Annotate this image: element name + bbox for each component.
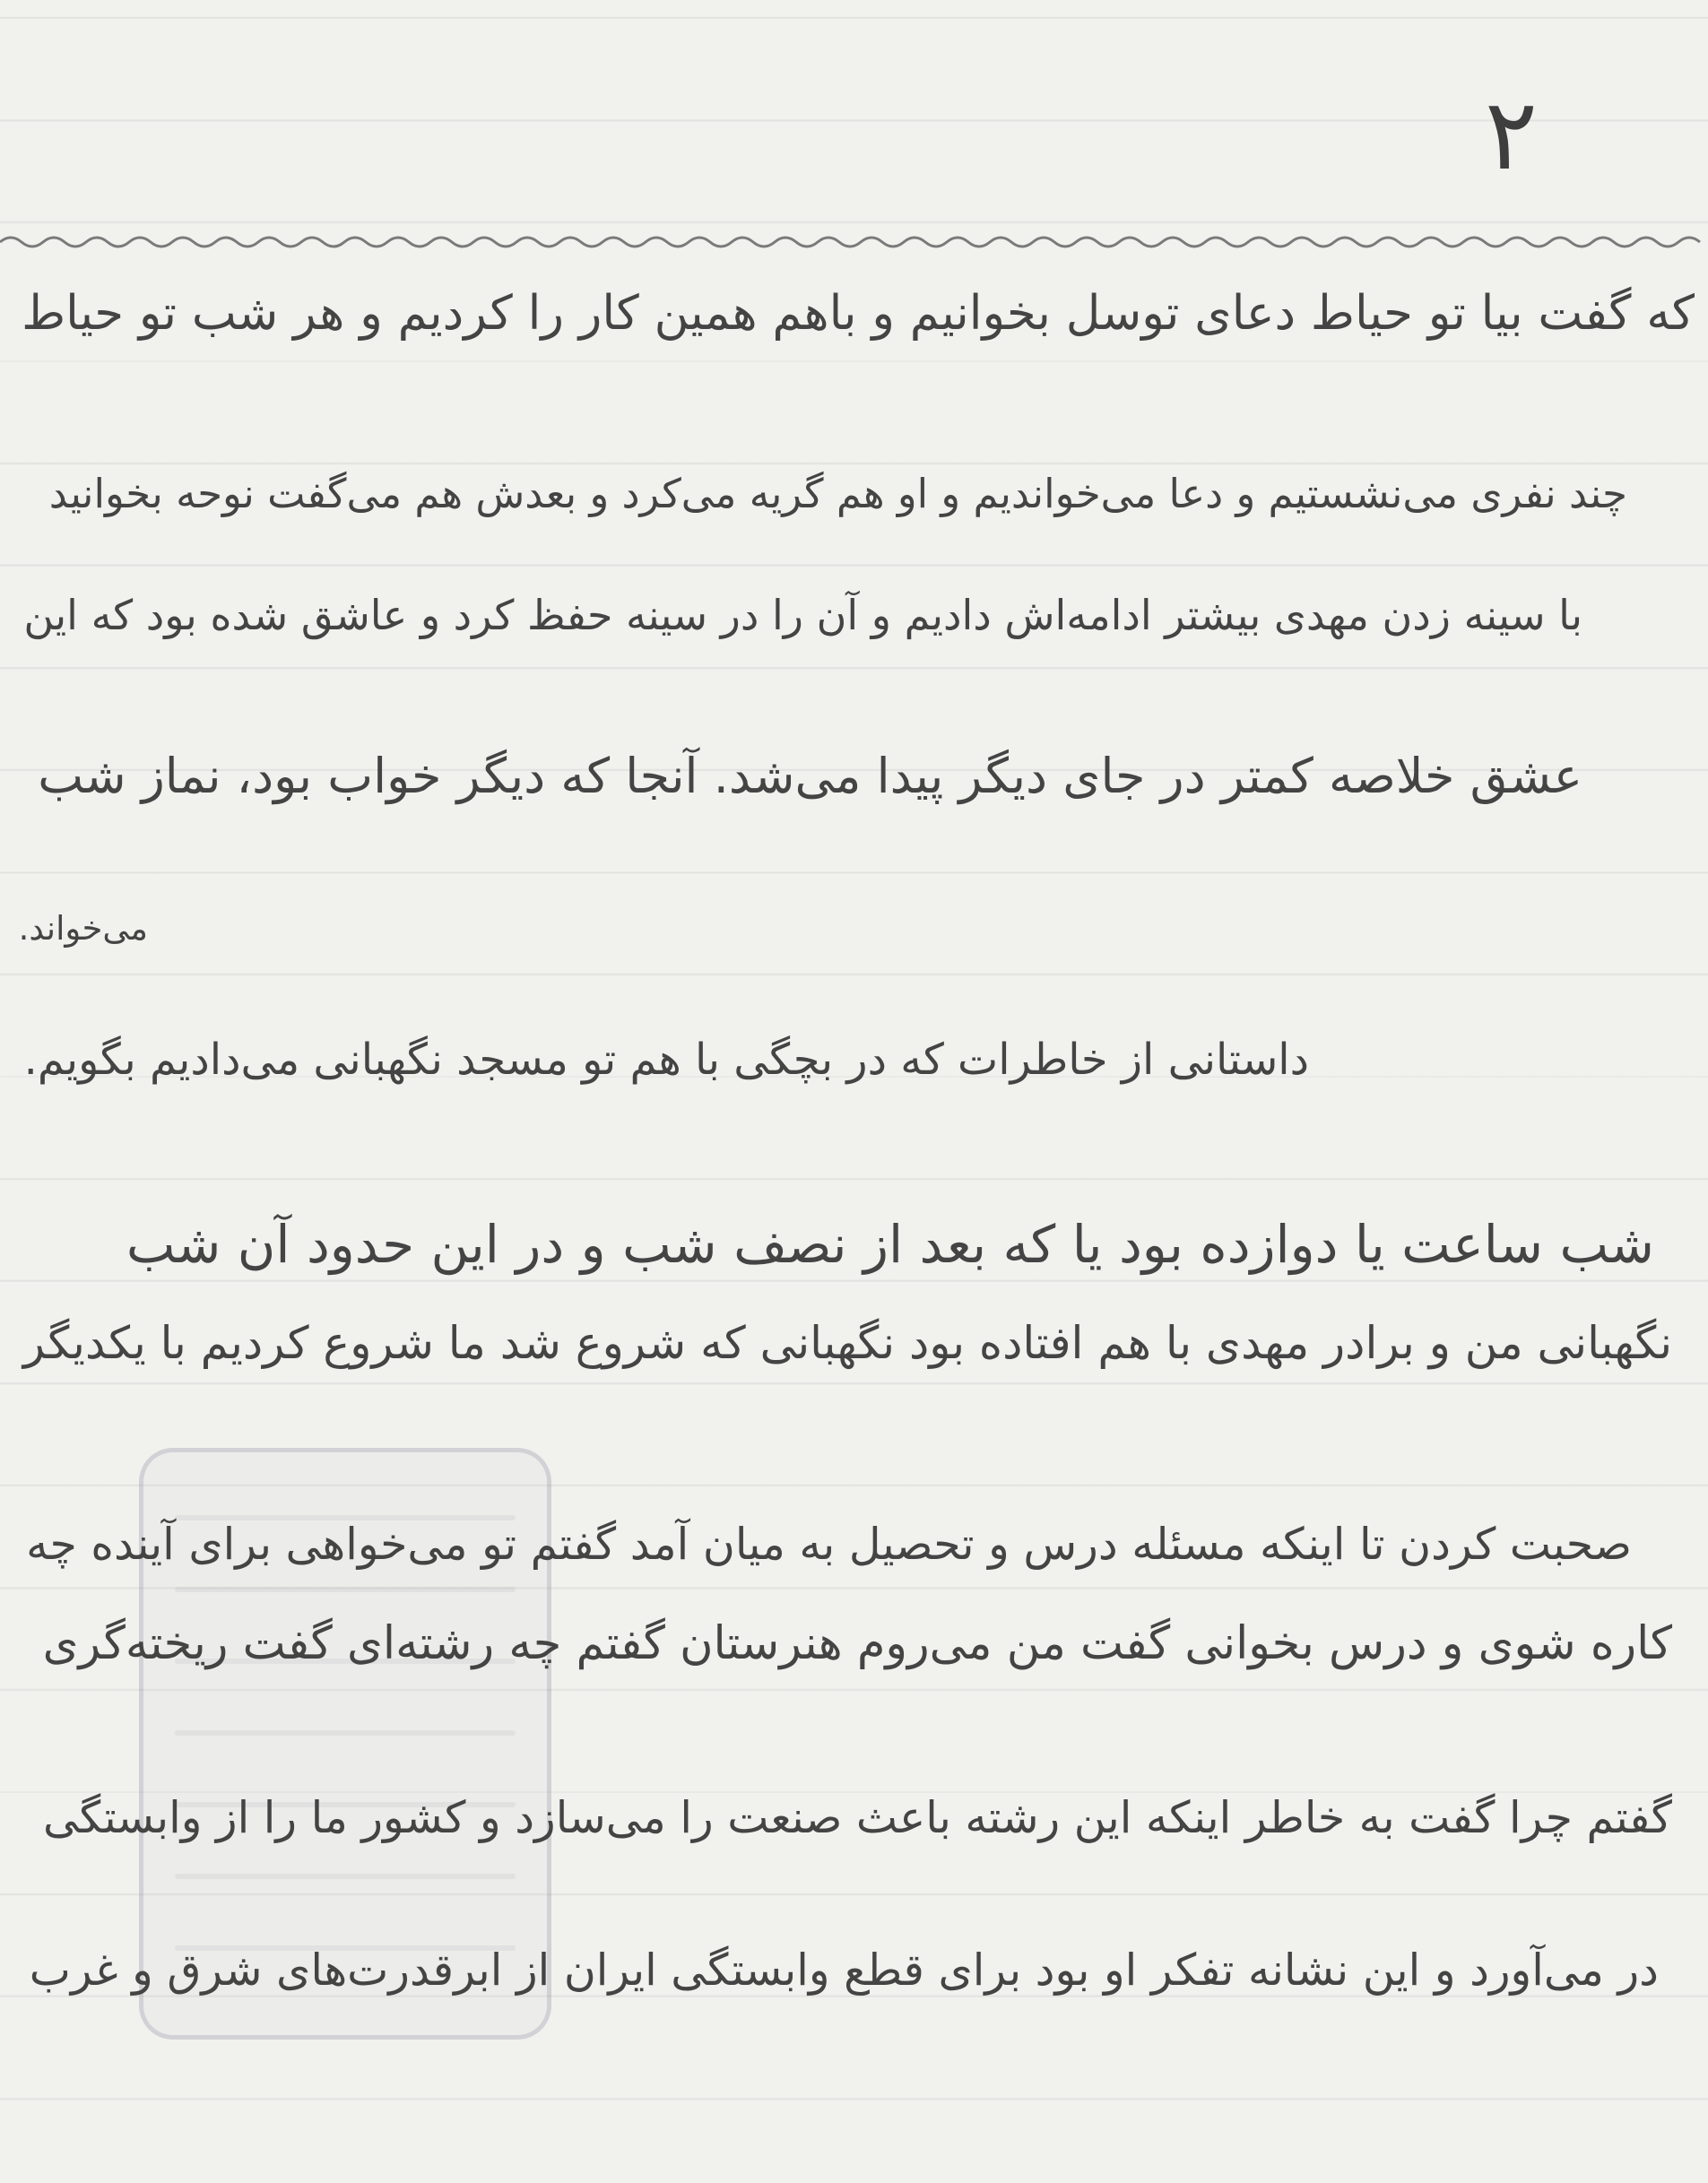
- handwritten-line: که گفت بیا تو حیاط دعای توسل بخوانیم و باهم همین کار را کردیم و هر شب تو حیاط: [22, 286, 1695, 341]
- torn-edge-divider: [0, 229, 1708, 256]
- handwritten-line: شب ساعت یا دوازده بود یا که بعد از نصف شب و در این حدود آن شب: [126, 1214, 1654, 1275]
- handwritten-line: صحبت کردن تا اینکه مسئله درس و تحصیل به میان آمد گفتم تو می‌خواهی برای آینده چه: [26, 1519, 1632, 1570]
- handwritten-line: داستانی از خاطرات که در بچگی با هم تو مسجد نگهبانی می‌دادیم بگویم.: [23, 1035, 1309, 1085]
- handwritten-line: می‌خواند.: [18, 909, 148, 948]
- handwritten-line: نگهبانی من و برادر مهدی با هم افتاده بود نگهبانی که شروع شد ما شروع کردیم با یکدیگر: [22, 1317, 1672, 1369]
- handwritten-line: کاره شوی و درس بخوانی گفت من می‌روم هنرستان گفتم چه رشته‌ای گفت ریخته‌گری: [42, 1617, 1672, 1670]
- page-number: ۲: [1484, 77, 1538, 192]
- handwritten-line: گفتم چرا گفت به خاطر اینکه این رشته باعث صنعت را می‌سازد و کشور ما را از وابستگی: [43, 1792, 1672, 1843]
- handwritten-line: در می‌آورد و این نشانه تفکر او بود برای قطع وابستگی ایران از ابرقدرت‌های شرق و غرب: [29, 1945, 1659, 1996]
- handwritten-line: با سینه زدن مهدی بیشتر ادامه‌اش دادیم و آن را در سینه حفظ کرد و عاشق شده بود که این: [23, 591, 1582, 639]
- handwritten-line: چند نفری می‌نشستیم و دعا می‌خواندیم و او هم گریه می‌کرد و بعدش هم می‌گفت نوحه بخوانید: [48, 470, 1627, 517]
- handwritten-line: عشق خلاصه کمتر در جای دیگر پیدا می‌شد. آنجا که دیگر خواب بود، نماز شب: [38, 748, 1582, 804]
